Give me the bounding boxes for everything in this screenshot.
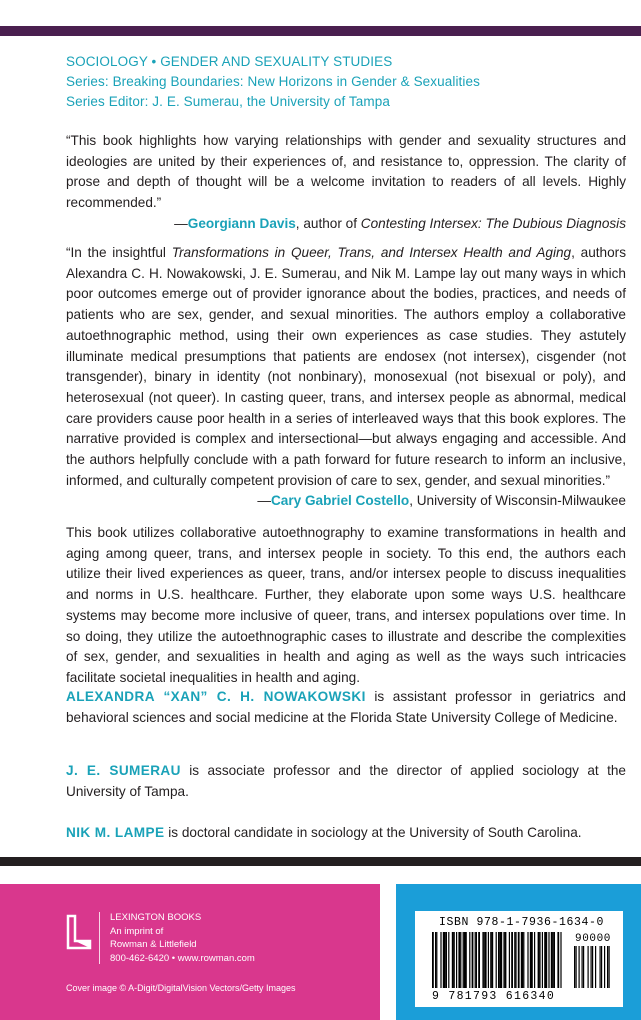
barcode-bar bbox=[490, 932, 491, 988]
cover-image-credit: Cover image © A-Digit/DigitalVision Vectors/Getty Images bbox=[66, 983, 296, 993]
barcode-bar bbox=[501, 932, 502, 988]
addon-bar bbox=[601, 946, 602, 988]
isbn-label: ISBN 978-1-7936-1634-0 bbox=[439, 916, 605, 929]
publisher-contact: 800-462-6420 • www.rowman.com bbox=[110, 952, 255, 964]
publisher-parent: Rowman & Littlefield bbox=[110, 939, 197, 951]
top-color-rule bbox=[0, 26, 641, 36]
barcode-bar bbox=[518, 932, 520, 988]
category-line: SOCIOLOGY • GENDER AND SEXUALITY STUDIES bbox=[66, 54, 393, 69]
barcode-bar bbox=[560, 932, 561, 988]
barcode-bar bbox=[553, 932, 554, 988]
series-editor-line: Series Editor: J. E. Sumerau, the University of Tampa bbox=[66, 94, 390, 109]
publisher-name: LEXINGTON BOOKS bbox=[110, 912, 202, 923]
barcode-bar bbox=[554, 932, 555, 988]
author-1-bio: is assistant professor in geriatrics and behavioral sciences and social medicine at the Florida State University College of Medicine. bbox=[66, 689, 626, 725]
author-3-bio: is doctoral candidate in sociology at the University of South Carolina. bbox=[164, 825, 582, 840]
barcode-bar bbox=[523, 932, 524, 988]
blurb-1-attribution bbox=[66, 214, 626, 235]
barcode-bar bbox=[436, 932, 437, 988]
barcode-bar bbox=[463, 932, 464, 988]
barcode-bar bbox=[496, 932, 497, 988]
barcode-bar bbox=[452, 932, 454, 988]
barcode-bar bbox=[440, 932, 441, 988]
blurb-1-dash: — bbox=[174, 215, 188, 231]
barcode-bar bbox=[445, 932, 447, 988]
subject-header bbox=[66, 52, 626, 112]
blurb-1-reviewer: Georgiann Davis bbox=[187, 215, 296, 231]
addon-bar bbox=[604, 946, 605, 988]
barcode-bar bbox=[546, 932, 547, 988]
addon-bar bbox=[607, 946, 608, 988]
barcode-bar bbox=[500, 932, 501, 988]
barcode-bar bbox=[444, 932, 445, 988]
blurb-2-book-title: Transformations in Queer, Trans, and Intersex Health and Aging bbox=[171, 245, 572, 260]
barcode-bar bbox=[539, 932, 540, 988]
barcode-bar bbox=[484, 932, 485, 988]
barcode-bar bbox=[456, 932, 457, 988]
blurb-2-affiliation: , University of Wisconsin-Milwaukee bbox=[409, 493, 626, 509]
barcode-bar bbox=[548, 932, 549, 988]
barcode-bar bbox=[538, 932, 540, 988]
barcode-bar bbox=[534, 932, 535, 988]
barcode-bar bbox=[472, 932, 474, 988]
review-blurb-2 bbox=[66, 243, 626, 512]
barcode-bar bbox=[530, 932, 531, 988]
barcode-bar bbox=[454, 932, 455, 988]
bottom-black-rule bbox=[0, 857, 641, 866]
blurb-2-quote-rest: , authors Alexandra C. H. Nowakowski, J. E. Sumerau, and Nik M. Lampe lay out many ways in which poor outcomes emerge out of provider ignorance about the bodies, practices, and needs of patients who are sex, gender, and sexual minorities. The authors employ a collaborative autoethnographic method, using their own experiences as case studies. They astutely illuminate medical presumptions that patients are endosex (not intersex), cisgender (not transgender), binary in identity (not nonbinary), monosexual (not bisexual or poly), and heterosexual (not queer). In casting queer, trans, and intersex people as abnormal, medical care providers cause poor health in a series of interleaved ways that this book explores. The narrative provided is complex and intersectional—but always engaging and accessible. And the authors helpfully conclude with a path forward for future research to inform an inclusive, informed, and culturally competent provision of care to sex, gender, and sexual minorities.” bbox=[66, 245, 626, 488]
barcode-digits: 9 781793 616340 bbox=[432, 990, 556, 1003]
barcode-bar bbox=[478, 932, 480, 988]
addon-bar bbox=[609, 946, 610, 988]
blurb-2-dash: — bbox=[257, 493, 271, 509]
addon-bar bbox=[600, 946, 601, 988]
barcode-bar bbox=[491, 932, 493, 988]
barcode-bar bbox=[511, 932, 513, 988]
blurb-2-attribution bbox=[257, 491, 626, 512]
barcode-bar bbox=[448, 932, 449, 988]
barcode-bar bbox=[542, 932, 543, 988]
barcode-bar bbox=[488, 932, 489, 988]
barcode-bar bbox=[464, 932, 465, 988]
barcode-bar bbox=[435, 932, 436, 988]
addon-bar bbox=[591, 946, 592, 988]
addon-bar bbox=[576, 946, 577, 988]
barcode-bar bbox=[551, 932, 553, 988]
author-bio-1 bbox=[66, 686, 626, 728]
barcode-bar bbox=[522, 932, 523, 988]
barcode-bar bbox=[531, 932, 533, 988]
book-description: This book utilizes collaborative autoethnography to examine transformations in health and aging among queer, trans, and intersex people in society. To this end, the authors each utilize their lived experiences as queer, trans, and/or intersex people to discuss inequalities and norms in U.S. healthcare. Further, they elaborate upon some ways U.S. healthcare systems may become more inclusive of queer, trans, and intersex populations over time. In so doing, they utilize the autoethnographic cases to illustrate and describe the complexities of sex, gender, and sexualities in health and aging as well as the ways such intricacies facilitate societal inequalities in health and aging. bbox=[66, 525, 626, 685]
addon-bar bbox=[582, 946, 583, 988]
author-2-bio: is associate professor and the director of applied sociology at the University of Tampa. bbox=[66, 763, 626, 799]
barcode-bar bbox=[475, 932, 476, 988]
blurb-1-book-title: Contesting Intersex: The Dubious Diagnosis bbox=[360, 215, 626, 231]
barcode-bar bbox=[544, 932, 546, 988]
publisher-divider bbox=[99, 912, 100, 964]
publisher-info bbox=[110, 911, 255, 965]
author-bio-3 bbox=[66, 822, 626, 843]
barcode-bar bbox=[443, 932, 444, 988]
barcode-bar bbox=[485, 932, 487, 988]
blurb-2-reviewer: Cary Gabriel Costello bbox=[270, 493, 410, 509]
barcode-bar bbox=[460, 932, 461, 988]
author-1-name: ALEXANDRA “XAN” C. H. NOWAKOWSKI bbox=[66, 689, 366, 704]
barcode-bar bbox=[482, 932, 483, 988]
author-3-name: NIK M. LAMPE bbox=[66, 825, 165, 840]
author-2-name: J. E. SUMERAU bbox=[66, 763, 181, 778]
review-blurb-1 bbox=[66, 131, 626, 235]
series-line: Series: Breaking Boundaries: New Horizons in Gender & Sexualities bbox=[66, 74, 480, 89]
blurb-1-quote: “This book highlights how varying relationships with gender and sexuality structures and ideologies are united by their experiences of, and resistance to, oppression. The clarity of prose and depth of thought will be a welcome invitation to readers of all levels. Highly recommended.” bbox=[66, 133, 626, 211]
barcode-bar bbox=[465, 932, 467, 988]
addon-bar bbox=[595, 946, 596, 988]
publisher-imprint: An imprint of bbox=[110, 925, 164, 937]
blurb-1-title-prefix: , author of bbox=[295, 215, 361, 231]
addon-bar bbox=[583, 946, 584, 988]
barcode-bar bbox=[514, 932, 515, 988]
blurb-2-quote-start: “In the insightful bbox=[66, 245, 172, 260]
barcode-bar bbox=[476, 932, 477, 988]
top-band bbox=[0, 0, 641, 22]
barcode-bar bbox=[515, 932, 516, 988]
barcode-bars bbox=[432, 932, 612, 988]
barcode-bar bbox=[509, 932, 510, 988]
barcode-bar bbox=[505, 932, 507, 988]
barcode-bar bbox=[521, 932, 522, 988]
addon-bar bbox=[592, 946, 593, 988]
barcode-bar bbox=[503, 932, 504, 988]
price-code: 90000 bbox=[575, 933, 612, 945]
barcode-bar bbox=[498, 932, 500, 988]
barcode-bar bbox=[557, 932, 559, 988]
addon-bar bbox=[588, 946, 589, 988]
barcode-bar bbox=[432, 932, 434, 988]
barcode-bar bbox=[527, 932, 528, 988]
lexington-logo-icon bbox=[66, 914, 92, 950]
addon-bar bbox=[574, 946, 575, 988]
addon-bar bbox=[579, 946, 580, 988]
author-bio-2 bbox=[66, 760, 626, 802]
barcode-bar bbox=[469, 932, 470, 988]
barcode-bar bbox=[458, 932, 460, 988]
